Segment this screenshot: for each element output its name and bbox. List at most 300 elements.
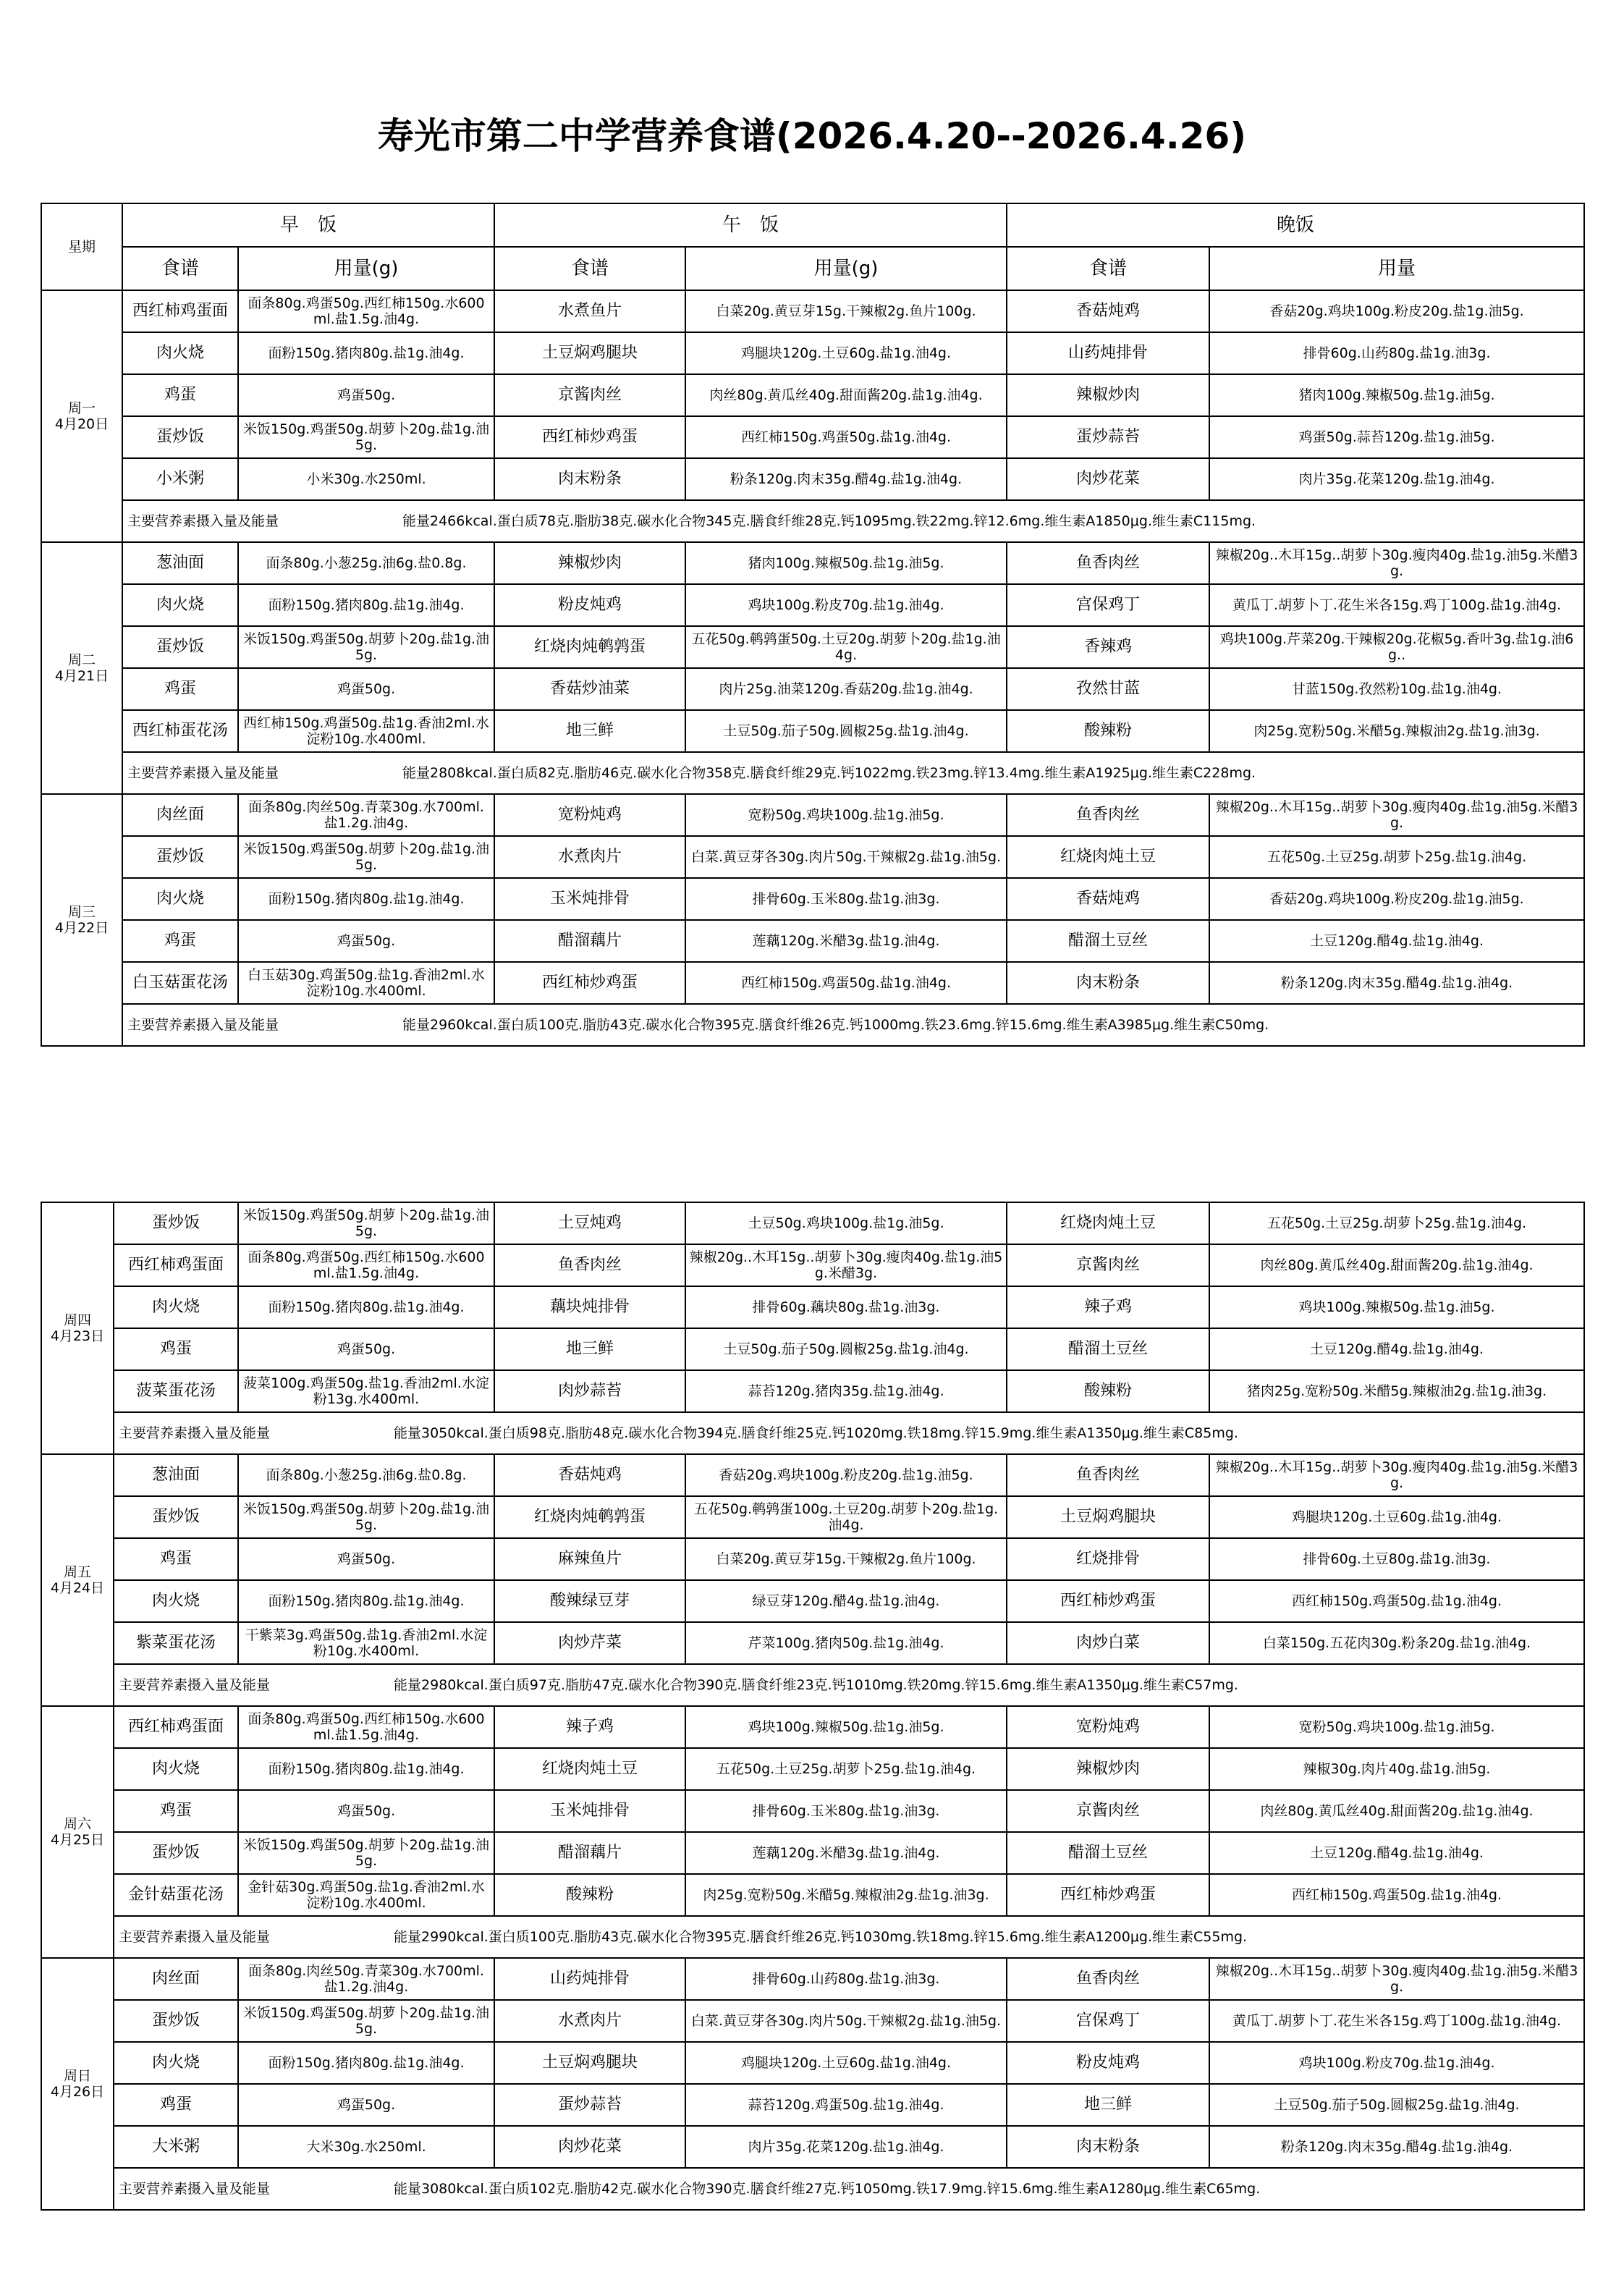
table-row [41,1538,1584,1580]
dinner-recipe-cell: 宽粉炖鸡 [1007,1706,1209,1748]
day-name: 周三 [67,904,96,920]
breakfast-recipe-cell: 蛋炒饭 [122,836,238,878]
breakfast-amount-cell: 大米30g.水250ml. [238,2126,494,2168]
dinner-amount-cell: 宽粉50g.鸡块100g.盐1g.油5g. [1209,1706,1584,1748]
breakfast-recipe-cell: 肉火烧 [114,1580,238,1622]
lunch-amount-cell: 土豆50g.茄子50g.圆椒25g.盐1g.油4g. [685,1328,1007,1370]
dinner-amount-cell: 粉条120g.肉末35g.醋4g.盐1g.油4g. [1209,962,1584,1004]
breakfast-amount-cell: 面条80g.鸡蛋50g.西红柿150g.水600ml.盐1.5g.油4g. [238,1706,494,1748]
day-date: 4月21日 [54,668,109,684]
lunch-amount-cell: 猪肉100g.辣椒50g.盐1g.油5g. [685,542,1007,584]
lunch-recipe-cell: 宽粉炖鸡 [494,794,685,836]
nutrition-values: 能量2990kcal.蛋白质100克.脂肪43克.碳水化合物395克.膳食纤维26克.钙1030mg.铁18mg.锌15.6mg.维生素A1200μg.维生素C55mg. [394,1929,1248,1945]
dinner-recipe-cell: 孜然甘蓝 [1007,668,1209,710]
table-row [41,290,1584,332]
lunch-recipe-cell: 香菇炖鸡 [494,1454,685,1496]
dinner-recipe-cell: 红烧肉炖土豆 [1007,836,1209,878]
dinner-amount-cell: 辣椒30g.肉片40g.盐1g.油5g. [1209,1748,1584,1790]
lunch-amount-cell: 西红柿150g.鸡蛋50g.盐1g.油4g. [685,416,1007,458]
day-name: 周日 [63,2068,91,2084]
lunch-recipe-cell: 蛋炒蒜苔 [494,2084,685,2126]
breakfast-amount-cell: 面条80g.鸡蛋50g.西红柿150g.水600ml.盐1.5g.油4g. [238,290,494,332]
lunch-recipe-cell: 红烧肉炖鹌鹑蛋 [494,1496,685,1538]
breakfast-amount-cell: 面条80g.鸡蛋50g.西红柿150g.水600ml.盐1.5g.油4g. [238,1244,494,1286]
lunch-amount-cell: 土豆50g.鸡块100g.盐1g.油5g. [685,1202,1007,1244]
lunch-recipe-cell: 地三鲜 [494,1328,685,1370]
dinner-amount-cell: 猪肉100g.辣椒50g.盐1g.油5g. [1209,374,1584,416]
lunch-amount-cell: 肉丝80g.黄瓜丝40g.甜面酱20g.盐1g.油4g. [685,374,1007,416]
lunch-recipe-cell: 山药炖排骨 [494,1958,685,2000]
day-cell [41,542,122,794]
lunch-amount-cell: 白菜20g.黄豆芽15g.干辣椒2g.鱼片100g. [685,1538,1007,1580]
breakfast-recipe-cell: 蛋炒饭 [114,2000,238,2042]
dinner-amount-cell: 西红柿150g.鸡蛋50g.盐1g.油4g. [1209,1874,1584,1916]
lunch-recipe-cell: 醋溜藕片 [494,920,685,962]
menu-table-2 [41,1202,1585,2211]
dinner-recipe-cell: 山药炖排骨 [1007,332,1209,374]
day-date: 4月25日 [50,1832,105,1848]
breakfast-recipe-cell: 肉火烧 [122,332,238,374]
lunch-recipe-cell: 玉米炖排骨 [494,878,685,920]
breakfast-recipe-cell: 蛋炒饭 [114,1496,238,1538]
nutrition-label: 主要营养素摄入量及能量 [127,765,279,781]
breakfast-amount-cell: 鸡蛋50g. [238,920,494,962]
table-row [41,2084,1584,2126]
breakfast-amount-cell: 面粉150g.猪肉80g.盐1g.油4g. [238,332,494,374]
nutrition-cell [114,1412,1584,1454]
lunch-recipe-cell: 土豆炖鸡 [494,1202,685,1244]
table-row [41,962,1584,1004]
dinner-recipe-cell: 酸辣粉 [1007,710,1209,752]
breakfast-recipe-cell: 葱油面 [122,542,238,584]
breakfast-recipe-cell: 鸡蛋 [114,1538,238,1580]
lunch-amount-cell: 土豆50g.茄子50g.圆椒25g.盐1g.油4g. [685,710,1007,752]
nutrition-cell [114,2168,1584,2210]
lunch-recipe-cell: 水煮肉片 [494,2000,685,2042]
dinner-amount-cell: 辣椒20g..木耳15g..胡萝卜30g.瘦肉40g.盐1g.油5g.米醋3g. [1209,1958,1584,2000]
lunch-amount-cell: 排骨60g.山药80g.盐1g.油3g. [685,1958,1007,2000]
lunch-amount-cell: 肉片35g.花菜120g.盐1g.油4g. [685,2126,1007,2168]
breakfast-recipe-cell: 肉火烧 [114,2042,238,2084]
table-row [41,836,1584,878]
dinner-amount-cell: 鸡块100g.芹菜20g.干辣椒20g.花椒5g.香叶3g.盐1g.油6g.. [1209,626,1584,668]
breakfast-amount-cell: 面条80g.小葱25g.油6g.盐0.8g. [238,1454,494,1496]
lunch-recipe-cell: 土豆焖鸡腿块 [494,332,685,374]
dinner-amount-cell: 鸡腿块120g.土豆60g.盐1g.油4g. [1209,1496,1584,1538]
breakfast-recipe-cell: 西红柿蛋花汤 [122,710,238,752]
nutrition-cell [122,752,1584,794]
breakfast-amount-cell: 白玉菇30g.鸡蛋50g.盐1g.香油2ml.水淀粉10g.水400ml. [238,962,494,1004]
dinner-amount-header: 用量 [1209,247,1584,290]
table-row [41,1958,1584,2000]
nutrition-label: 主要营养素摄入量及能量 [127,513,279,529]
nutrition-row [41,500,1584,542]
lunch-recipe-cell: 辣子鸡 [494,1706,685,1748]
breakfast-recipe-cell: 金针菇蛋花汤 [114,1874,238,1916]
lunch-recipe-cell: 粉皮炖鸡 [494,584,685,626]
weekday-header: 星期 [41,203,122,290]
table-row [41,1328,1584,1370]
dinner-recipe-cell: 鱼香肉丝 [1007,794,1209,836]
nutrition-row [41,1004,1584,1046]
breakfast-amount-cell: 鸡蛋50g. [238,1538,494,1580]
table-row [41,1454,1584,1496]
breakfast-amount-cell: 鸡蛋50g. [238,2084,494,2126]
day-cell [41,794,122,1046]
lunch-recipe-cell: 酸辣粉 [494,1874,685,1916]
lunch-recipe-cell: 土豆焖鸡腿块 [494,2042,685,2084]
breakfast-amount-cell: 米饭150g.鸡蛋50g.胡萝卜20g.盐1g.油5g. [238,416,494,458]
dinner-recipe-cell: 酸辣粉 [1007,1370,1209,1412]
breakfast-amount-cell: 鸡蛋50g. [238,374,494,416]
dinner-amount-cell: 鸡块100g.粉皮70g.盐1g.油4g. [1209,2042,1584,2084]
dinner-amount-cell: 土豆120g.醋4g.盐1g.油4g. [1209,1832,1584,1874]
breakfast-recipe-cell: 葱油面 [114,1454,238,1496]
day-cell [41,290,122,542]
breakfast-recipe-cell: 白玉菇蛋花汤 [122,962,238,1004]
nutrition-label: 主要营养素摄入量及能量 [127,1017,279,1033]
breakfast-recipe-cell: 肉火烧 [122,584,238,626]
lunch-amount-cell: 鸡腿块120g.土豆60g.盐1g.油4g. [685,332,1007,374]
breakfast-recipe-cell: 菠菜蛋花汤 [114,1370,238,1412]
table-row [41,1286,1584,1328]
lunch-amount-cell: 鸡块100g.粉皮70g.盐1g.油4g. [685,584,1007,626]
nutrition-label: 主要营养素摄入量及能量 [119,1929,271,1945]
breakfast-amount-cell: 面条80g.肉丝50g.青菜30g.水700ml.盐1.2g.油4g. [238,794,494,836]
dinner-amount-cell: 五花50g.土豆25g.胡萝卜25g.盐1g.油4g. [1209,836,1584,878]
breakfast-recipe-cell: 鸡蛋 [114,1790,238,1832]
dinner-recipe-cell: 京酱肉丝 [1007,1244,1209,1286]
table-row [41,920,1584,962]
lunch-amount-cell: 西红柿150g.鸡蛋50g.盐1g.油4g. [685,962,1007,1004]
breakfast-amount-cell: 面粉150g.猪肉80g.盐1g.油4g. [238,1580,494,1622]
table-row [41,1202,1584,1244]
breakfast-recipe-cell: 西红柿鸡蛋面 [122,290,238,332]
breakfast-amount-cell: 面粉150g.猪肉80g.盐1g.油4g. [238,1286,494,1328]
dinner-recipe-cell: 肉末粉条 [1007,962,1209,1004]
dinner-recipe-cell: 辣椒炒肉 [1007,1748,1209,1790]
table-row [41,1748,1584,1790]
dinner-amount-cell: 土豆120g.醋4g.盐1g.油4g. [1209,920,1584,962]
nutrition-values: 能量2466kcal.蛋白质78克.脂肪38克.碳水化合物345克.膳食纤维28克.钙1095mg.铁22mg.锌12.6mg.维生素A1850μg.维生素C115mg. [402,513,1256,529]
lunch-recipe-cell: 西红柿炒鸡蛋 [494,416,685,458]
lunch-amount-cell: 白菜.黄豆芽各30g.肉片50g.干辣椒2g.盐1g.油5g. [685,2000,1007,2042]
dinner-recipe-cell: 红烧肉炖土豆 [1007,1202,1209,1244]
breakfast-recipe-cell: 西红柿鸡蛋面 [114,1244,238,1286]
day-name: 周四 [63,1312,91,1328]
table-row [41,1370,1584,1412]
lunch-amount-cell: 白菜.黄豆芽各30g.肉片50g.干辣椒2g.盐1g.油5g. [685,836,1007,878]
breakfast-amount-cell: 菠菜100g.鸡蛋50g.盐1g.香油2ml.水淀粉13g.水400ml. [238,1370,494,1412]
lunch-amount-cell: 芹菜100g.猪肉50g.盐1g.油4g. [685,1622,1007,1664]
table-row [41,2126,1584,2168]
table-row [41,542,1584,584]
dinner-amount-cell: 肉25g.宽粉50g.米醋5g.辣椒油2g.盐1g.油3g. [1209,710,1584,752]
nutrition-values: 能量3050kcal.蛋白质98克.脂肪48克.碳水化合物394克.膳食纤维25克.钙1020mg.铁18mg.锌15.9mg.维生素A1350μg.维生素C85mg. [394,1425,1238,1441]
table-row [41,626,1584,668]
dinner-recipe-cell: 肉末粉条 [1007,2126,1209,2168]
lunch-recipe-cell: 香菇炒油菜 [494,668,685,710]
breakfast-amount-cell: 鸡蛋50g. [238,1790,494,1832]
breakfast-amount-cell: 米饭150g.鸡蛋50g.胡萝卜20g.盐1g.油5g. [238,836,494,878]
dinner-amount-cell: 土豆120g.醋4g.盐1g.油4g. [1209,1328,1584,1370]
breakfast-amount-cell: 面粉150g.猪肉80g.盐1g.油4g. [238,584,494,626]
breakfast-amount-cell: 面粉150g.猪肉80g.盐1g.油4g. [238,1748,494,1790]
table-row [41,1832,1584,1874]
table-row [41,458,1584,500]
lunch-amount-cell: 排骨60g.藕块80g.盐1g.油3g. [685,1286,1007,1328]
breakfast-amount-cell: 金针菇30g.鸡蛋50g.盐1g.香油2ml.水淀粉10g.水400ml. [238,1874,494,1916]
breakfast-amount-cell: 米饭150g.鸡蛋50g.胡萝卜20g.盐1g.油5g. [238,626,494,668]
lunch-recipe-cell: 辣椒炒肉 [494,542,685,584]
dinner-recipe-cell: 肉炒白菜 [1007,1622,1209,1664]
lunch-amount-cell: 白菜20g.黄豆芽15g.干辣椒2g.鱼片100g. [685,290,1007,332]
dinner-recipe-cell: 鱼香肉丝 [1007,1454,1209,1496]
lunch-recipe-cell: 肉炒蒜苔 [494,1370,685,1412]
dinner-recipe-cell: 地三鲜 [1007,2084,1209,2126]
breakfast-recipe-cell: 肉丝面 [122,794,238,836]
day-date: 4月20日 [54,416,109,432]
lunch-amount-cell: 绿豆芽120g.醋4g.盐1g.油4g. [685,1580,1007,1622]
dinner-header: 晚饭 [1007,203,1584,247]
lunch-amount-cell: 宽粉50g.鸡块100g.盐1g.油5g. [685,794,1007,836]
lunch-recipe-cell: 红烧肉炖土豆 [494,1748,685,1790]
breakfast-amount-cell: 米饭150g.鸡蛋50g.胡萝卜20g.盐1g.油5g. [238,1202,494,1244]
lunch-amount-cell: 排骨60g.玉米80g.盐1g.油3g. [685,1790,1007,1832]
breakfast-recipe-cell: 鸡蛋 [114,1328,238,1370]
breakfast-amount-cell: 面粉150g.猪肉80g.盐1g.油4g. [238,2042,494,2084]
day-cell [41,1454,114,1706]
nutrition-label: 主要营养素摄入量及能量 [119,1677,271,1693]
lunch-amount-cell: 粉条120g.肉末35g.醋4g.盐1g.油4g. [685,458,1007,500]
breakfast-recipe-cell: 紫菜蛋花汤 [114,1622,238,1664]
lunch-recipe-header: 食谱 [494,247,685,290]
breakfast-recipe-cell: 小米粥 [122,458,238,500]
lunch-amount-cell: 鸡腿块120g.土豆60g.盐1g.油4g. [685,2042,1007,2084]
table-row [41,332,1584,374]
breakfast-amount-header: 用量(g) [238,247,494,290]
day-date: 4月26日 [50,2084,105,2100]
day-cell [41,1706,114,1958]
dinner-recipe-cell: 京酱肉丝 [1007,1790,1209,1832]
table-row [41,878,1584,920]
lunch-recipe-cell: 玉米炖排骨 [494,1790,685,1832]
lunch-amount-cell: 辣椒20g..木耳15g..胡萝卜30g.瘦肉40g.盐1g.油5g.米醋3g. [685,1244,1007,1286]
breakfast-amount-cell: 米饭150g.鸡蛋50g.胡萝卜20g.盐1g.油5g. [238,1496,494,1538]
table-row [41,2000,1584,2042]
breakfast-recipe-cell: 肉火烧 [114,1286,238,1328]
dinner-amount-cell: 排骨60g.山药80g.盐1g.油3g. [1209,332,1584,374]
lunch-amount-cell: 五花50g.土豆25g.胡萝卜25g.盐1g.油4g. [685,1748,1007,1790]
lunch-recipe-cell: 红烧肉炖鹌鹑蛋 [494,626,685,668]
dinner-amount-cell: 西红柿150g.鸡蛋50g.盐1g.油4g. [1209,1580,1584,1622]
table-row [41,374,1584,416]
lunch-recipe-cell: 西红柿炒鸡蛋 [494,962,685,1004]
dinner-recipe-cell: 鱼香肉丝 [1007,1958,1209,2000]
lunch-recipe-cell: 地三鲜 [494,710,685,752]
lunch-amount-cell: 排骨60g.玉米80g.盐1g.油3g. [685,878,1007,920]
table-row [41,2042,1584,2084]
breakfast-recipe-cell: 鸡蛋 [122,668,238,710]
lunch-amount-cell: 莲藕120g.米醋3g.盐1g.油4g. [685,920,1007,962]
dinner-recipe-cell: 香菇炖鸡 [1007,878,1209,920]
breakfast-recipe-cell: 肉火烧 [122,878,238,920]
breakfast-amount-cell: 鸡蛋50g. [238,1328,494,1370]
nutrition-values: 能量3080kcal.蛋白质102克.脂肪42克.碳水化合物390克.膳食纤维27克.钙1050mg.铁17.9mg.锌15.6mg.维生素A1280μg.维生素C65mg. [394,2181,1261,2197]
breakfast-recipe-cell: 蛋炒饭 [114,1832,238,1874]
lunch-recipe-cell: 藕块炖排骨 [494,1286,685,1328]
breakfast-recipe-cell: 蛋炒饭 [114,1202,238,1244]
day-date: 4月24日 [50,1580,105,1596]
day-date: 4月22日 [54,920,109,936]
breakfast-recipe-cell: 肉火烧 [114,1748,238,1790]
table-row [41,1622,1584,1664]
breakfast-amount-cell: 鸡蛋50g. [238,668,494,710]
table-row [41,584,1584,626]
breakfast-recipe-cell: 鸡蛋 [122,374,238,416]
day-name: 周一 [67,400,96,416]
breakfast-recipe-cell: 鸡蛋 [114,2084,238,2126]
table-row [41,1874,1584,1916]
lunch-amount-cell: 蒜苔120g.猪肉35g.盐1g.油4g. [685,1370,1007,1412]
lunch-recipe-cell: 水煮鱼片 [494,290,685,332]
lunch-header: 午 饭 [494,203,1007,247]
breakfast-amount-cell: 米饭150g.鸡蛋50g.胡萝卜20g.盐1g.油5g. [238,1832,494,1874]
breakfast-header: 早 饭 [122,203,494,247]
lunch-amount-cell: 五花50g.鹌鹑蛋50g.土豆20g.胡萝卜20g.盐1g.油4g. [685,626,1007,668]
dinner-amount-cell: 粉条120g.肉末35g.醋4g.盐1g.油4g. [1209,2126,1584,2168]
dinner-amount-cell: 辣椒20g..木耳15g..胡萝卜30g.瘦肉40g.盐1g.油5g.米醋3g. [1209,542,1584,584]
dinner-amount-cell: 排骨60g.土豆80g.盐1g.油3g. [1209,1538,1584,1580]
dinner-amount-cell: 鸡块100g.辣椒50g.盐1g.油5g. [1209,1286,1584,1328]
table-row [41,794,1584,836]
table-row [41,416,1584,458]
dinner-recipe-cell: 宫保鸡丁 [1007,584,1209,626]
dinner-amount-cell: 甘蓝150g.孜然粉10g.盐1g.油4g. [1209,668,1584,710]
dinner-recipe-cell: 西红柿炒鸡蛋 [1007,1580,1209,1622]
lunch-recipe-cell: 醋溜藕片 [494,1832,685,1874]
nutrition-label: 主要营养素摄入量及能量 [119,2181,271,2197]
dinner-amount-cell: 白菜150g.五花肉30g.粉条20g.盐1g.油4g. [1209,1622,1584,1664]
dinner-amount-cell: 黄瓜丁.胡萝卜丁.花生米各15g.鸡丁100g.盐1g.油4g. [1209,584,1584,626]
table-row [41,1496,1584,1538]
breakfast-amount-cell: 面条80g.肉丝50g.青菜30g.水700ml.盐1.2g.油4g. [238,1958,494,2000]
dinner-recipe-cell: 鱼香肉丝 [1007,542,1209,584]
day-name: 周五 [63,1564,91,1580]
day-date: 4月23日 [50,1328,105,1344]
dinner-amount-cell: 肉丝80g.黄瓜丝40g.甜面酱20g.盐1g.油4g. [1209,1244,1584,1286]
breakfast-recipe-cell: 鸡蛋 [122,920,238,962]
dinner-recipe-cell: 宫保鸡丁 [1007,2000,1209,2042]
dinner-recipe-cell: 肉炒花菜 [1007,458,1209,500]
dinner-amount-cell: 鸡蛋50g.蒜苔120g.盐1g.油5g. [1209,416,1584,458]
dinner-amount-cell: 黄瓜丁.胡萝卜丁.花生米各15g.鸡丁100g.盐1g.油4g. [1209,2000,1584,2042]
dinner-amount-cell: 香菇20g.鸡块100g.粉皮20g.盐1g.油5g. [1209,290,1584,332]
table-row [41,1706,1584,1748]
nutrition-values: 能量2960kcal.蛋白质100克.脂肪43克.碳水化合物395克.膳食纤维26克.钙1000mg.铁23.6mg.锌15.6mg.维生素A3985μg.维生素C50mg. [402,1017,1269,1033]
nutrition-row [41,2168,1584,2210]
nutrition-row [41,1412,1584,1454]
nutrition-row [41,1916,1584,1958]
page-title: 寿光市第二中学营养食谱(2026.4.20--2026.4.26) [377,115,1247,157]
dinner-amount-cell: 五花50g.土豆25g.胡萝卜25g.盐1g.油4g. [1209,1202,1584,1244]
dinner-recipe-cell: 香菇炖鸡 [1007,290,1209,332]
dinner-recipe-cell: 辣椒炒肉 [1007,374,1209,416]
menu-table-1 [41,203,1585,1047]
dinner-amount-cell: 辣椒20g..木耳15g..胡萝卜30g.瘦肉40g.盐1g.油5g.米醋3g. [1209,794,1584,836]
breakfast-amount-cell: 干紫菜3g.鸡蛋50g.盐1g.香油2ml.水淀粉10g.水400ml. [238,1622,494,1664]
dinner-recipe-cell: 红烧排骨 [1007,1538,1209,1580]
nutrition-cell [122,1004,1584,1046]
table-row [41,1580,1584,1622]
dinner-recipe-cell: 土豆焖鸡腿块 [1007,1496,1209,1538]
lunch-recipe-cell: 水煮肉片 [494,836,685,878]
day-cell [41,1958,114,2210]
table-row [41,668,1584,710]
lunch-amount-cell: 蒜苔120g.鸡蛋50g.盐1g.油4g. [685,2084,1007,2126]
lunch-recipe-cell: 京酱肉丝 [494,374,685,416]
lunch-recipe-cell: 酸辣绿豆芽 [494,1580,685,1622]
breakfast-amount-cell: 西红柿150g.鸡蛋50g.盐1g.香油2ml.水淀粉10g.水400ml. [238,710,494,752]
day-cell [41,1202,114,1454]
dinner-amount-cell: 辣椒20g..木耳15g..胡萝卜30g.瘦肉40g.盐1g.油5g.米醋3g. [1209,1454,1584,1496]
day-name: 周二 [67,652,96,668]
breakfast-recipe-cell: 西红柿鸡蛋面 [114,1706,238,1748]
lunch-amount-header: 用量(g) [685,247,1007,290]
table-row [41,710,1584,752]
day-name: 周六 [63,1816,91,1832]
dinner-recipe-cell: 辣子鸡 [1007,1286,1209,1328]
table-row [41,1244,1584,1286]
nutrition-cell [122,500,1584,542]
breakfast-recipe-header: 食谱 [122,247,238,290]
dinner-recipe-cell: 醋溜土豆丝 [1007,920,1209,962]
breakfast-recipe-cell: 肉丝面 [114,1958,238,2000]
lunch-amount-cell: 肉25g.宽粉50g.米醋5g.辣椒油2g.盐1g.油3g. [685,1874,1007,1916]
nutrition-label: 主要营养素摄入量及能量 [119,1425,271,1441]
dinner-recipe-cell: 粉皮炖鸡 [1007,2042,1209,2084]
breakfast-amount-cell: 面粉150g.猪肉80g.盐1g.油4g. [238,878,494,920]
nutrition-values: 能量2980kcal.蛋白质97克.脂肪47克.碳水化合物390克.膳食纤维23克.钙1010mg.铁20mg.锌15.6mg.维生素A1350μg.维生素C57mg. [394,1677,1238,1693]
dinner-recipe-header: 食谱 [1007,247,1209,290]
lunch-recipe-cell: 肉炒芹菜 [494,1622,685,1664]
table-row [41,1790,1584,1832]
breakfast-recipe-cell: 大米粥 [114,2126,238,2168]
dinner-recipe-cell: 醋溜土豆丝 [1007,1832,1209,1874]
nutrition-cell [114,1664,1584,1706]
dinner-amount-cell: 猪肉25g.宽粉50g.米醋5g.辣椒油2g.盐1g.油3g. [1209,1370,1584,1412]
dinner-recipe-cell: 蛋炒蒜苔 [1007,416,1209,458]
breakfast-amount-cell: 小米30g.水250ml. [238,458,494,500]
lunch-amount-cell: 莲藕120g.米醋3g.盐1g.油4g. [685,1832,1007,1874]
lunch-amount-cell: 鸡块100g.辣椒50g.盐1g.油5g. [685,1706,1007,1748]
breakfast-recipe-cell: 蛋炒饭 [122,626,238,668]
dinner-recipe-cell: 香辣鸡 [1007,626,1209,668]
nutrition-cell [114,1916,1584,1958]
lunch-recipe-cell: 鱼香肉丝 [494,1244,685,1286]
breakfast-amount-cell: 米饭150g.鸡蛋50g.胡萝卜20g.盐1g.油5g. [238,2000,494,2042]
breakfast-amount-cell: 面条80g.小葱25g.油6g.盐0.8g. [238,542,494,584]
nutrition-row [41,1664,1584,1706]
breakfast-recipe-cell: 蛋炒饭 [122,416,238,458]
lunch-recipe-cell: 麻辣鱼片 [494,1538,685,1580]
dinner-recipe-cell: 西红柿炒鸡蛋 [1007,1874,1209,1916]
nutrition-values: 能量2808kcal.蛋白质82克.脂肪46克.碳水化合物358克.膳食纤维29克.钙1022mg.铁23mg.锌13.4mg.维生素A1925μg.维生素C228mg. [402,765,1256,781]
dinner-amount-cell: 香菇20g.鸡块100g.粉皮20g.盐1g.油5g. [1209,878,1584,920]
lunch-recipe-cell: 肉末粉条 [494,458,685,500]
dinner-amount-cell: 土豆50g.茄子50g.圆椒25g.盐1g.油4g. [1209,2084,1584,2126]
dinner-amount-cell: 肉片35g.花菜120g.盐1g.油4g. [1209,458,1584,500]
